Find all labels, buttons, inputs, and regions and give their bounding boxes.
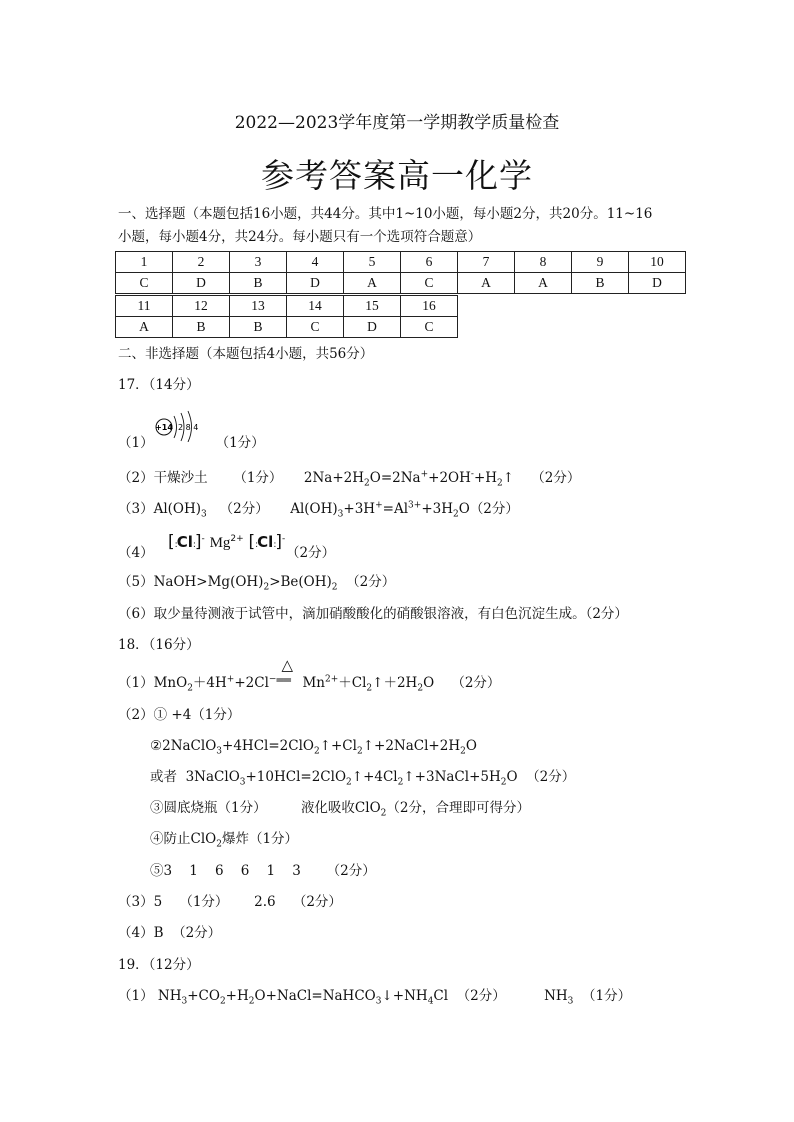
heat-triangle-icon: △ ══ (276, 656, 293, 687)
question-number-cell: 12 (173, 296, 230, 317)
answer-choice-cell: D (287, 273, 344, 294)
answer-choice-cell: C (287, 317, 344, 338)
question-number-cell: 2 (173, 252, 230, 273)
answer-choice-cell: A (116, 317, 173, 338)
answer-choice-cell: B (173, 317, 230, 338)
q18-answer-2-3: ③圆底烧瓶（1分） 液化吸收ClO$_2$（2分，合理即可得分） (150, 800, 530, 819)
q17-answer-3: $(3)Al(OH)_3$ （2分） $Al(OH)_3+3H^+=Al^{3+}+3H_2O(2$分） (118, 500, 519, 520)
question-number-cell: 11 (116, 296, 173, 317)
q17-answer-2: （2）干燥沙土 （1分） $2Na+2H_2O=2Na^++2OH^-+H_2↑$ （2分） (118, 469, 581, 489)
q17-answer-5: $(5)NaOH>Mg(OH)_2>Be(OH)_2$ （2分） (118, 574, 396, 593)
question-number-cell: 6 (401, 252, 458, 273)
q19-answer-1: （1） $NH_3+CO_2+H_2O+NaCl=NaHCO_3↓+NH_4Cl$ （2分） $NH_3$ （1分） (118, 988, 632, 1007)
q18-answer-2-4: ④防止ClO$_2$爆炸（1分） (150, 831, 299, 850)
atom-shell-label: 2 8 4 (178, 423, 199, 432)
q17-answer-4-score: （2分） (286, 545, 336, 561)
answer-choice-cell: D (629, 273, 686, 294)
question-number-cell: 13 (230, 296, 287, 317)
answer-choice-cell: C (401, 273, 458, 294)
part1-instructions-line2: 小题，每小题4分，共24分。每小题只有一个选项符合题意） (118, 229, 482, 245)
q18-answer-1: （1）MnO$_2$＋4H++2Cl− △ ══ $Mn^{2+}+Cl_2↑+2H_2O$ （2分） (118, 656, 501, 694)
answer-choice-cell: A (515, 273, 572, 294)
question-number-cell: 4 (287, 252, 344, 273)
answer-choice-cell: B (230, 273, 287, 294)
question-number-cell: 9 (572, 252, 629, 273)
q17-answer-1: （1） （1分） (118, 435, 265, 451)
answer-choice-cell: D (173, 273, 230, 294)
q18-answer-2-1: （2）① +4（1分） (118, 707, 241, 723)
q17-heading: 17．（14分） (118, 377, 200, 393)
question-number-cell: 1 (116, 252, 173, 273)
atom-nucleus-label: +14 (155, 423, 173, 432)
answer-table-row2 (115, 295, 458, 338)
answer-table-row1 (115, 251, 686, 294)
question-number-cell: 3 (230, 252, 287, 273)
answer-choice-cell: D (344, 317, 401, 338)
mgcl2-electron-formula: [:Cl:]- $Mg^{2+}$ [:Cl:]- (168, 532, 286, 552)
answer-choice-cell: C (401, 317, 458, 338)
q18-answer-3: （3）5 （1分） 2.6 （2分） (118, 894, 342, 910)
answer-choice-cell: A (344, 273, 401, 294)
answer-choice-cell: B (572, 273, 629, 294)
question-number-cell: 16 (401, 296, 458, 317)
question-number-cell: 5 (344, 252, 401, 273)
question-number-cell: 15 (344, 296, 401, 317)
part1-instructions-line1: 一、选择题（本题包括16小题，共44分。其中1~10小题，每小题2分，共20分。11~16 (118, 206, 653, 222)
question-number-cell: 7 (458, 252, 515, 273)
q18-heading: 18．（16分） (118, 637, 200, 653)
question-number-cell: 14 (287, 296, 344, 317)
answer-choice-cell: C (116, 273, 173, 294)
question-number-cell: 10 (629, 252, 686, 273)
q17-answer-4-prefix: （4） (118, 545, 154, 561)
q18-answer-2-2b: 或者 $3NaClO_3+10HCl=2ClO_2↑+4Cl_2↑+3NaCl+5H_2O$ （2分） (150, 769, 576, 788)
q18-answer-2-5: ⑤3 1 6 6 1 3 （2分） (150, 863, 376, 879)
question-number-cell: 8 (515, 252, 572, 273)
exam-header: 2022—2023学年度第一学期教学质量检查 (234, 113, 560, 133)
answer-choice-cell: A (458, 273, 515, 294)
q17-answer-6: （6）取少量待测液于试管中，滴加硝酸酸化的硝酸银溶液，有白色沉淀生成。（2分） (118, 606, 628, 622)
answer-choice-cell: B (230, 317, 287, 338)
part2-heading: 二、非选择题（本题包括4小题，共56分） (118, 346, 374, 362)
q18-answer-4: （4）B （2分） (118, 925, 222, 941)
q18-answer-2-2: $②2NaClO_3+4HCl=2ClO_2↑+Cl_2↑+2NaCl+2H_2O$ (150, 738, 477, 757)
page-title: 参考答案高一化学 (261, 156, 533, 195)
q19-heading: 19．（12分） (118, 957, 200, 973)
